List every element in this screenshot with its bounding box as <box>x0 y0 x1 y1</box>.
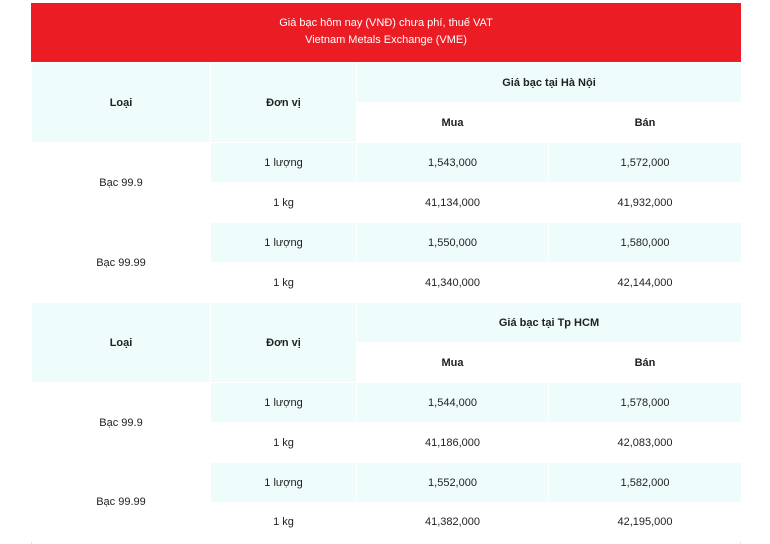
region-header: Giá bạc tại Tp HCM <box>357 303 742 343</box>
table-row <box>32 463 742 503</box>
unit-cell: 1 lượng <box>211 383 357 423</box>
column-header-sell: Bán <box>549 343 742 383</box>
buy-price-cell: 1,543,000 <box>357 143 549 183</box>
column-header-type: Loại <box>32 303 211 383</box>
unit-cell: 1 lượng <box>211 463 357 503</box>
buy-price-cell: 41,340,000 <box>357 263 549 303</box>
buy-price-cell: 1,552,000 <box>357 463 549 503</box>
table-row <box>32 383 742 423</box>
column-header-unit: Đơn vị <box>211 303 357 383</box>
column-header-buy: Mua <box>357 103 549 143</box>
buy-price-cell: 41,134,000 <box>357 183 549 223</box>
buy-price-cell: 41,186,000 <box>357 423 549 463</box>
column-header-buy: Mua <box>357 343 549 383</box>
buy-price-cell: 41,382,000 <box>357 503 549 542</box>
column-header-sell: Bán <box>549 103 742 143</box>
silver-type-cell: Bạc 99.9 <box>32 383 211 463</box>
hcm-price-table <box>31 302 742 542</box>
table-row <box>32 143 742 183</box>
silver-type-cell: Bạc 99.99 <box>32 223 211 303</box>
sell-price-cell: 42,083,000 <box>549 423 742 463</box>
silver-type-cell: Bạc 99.9 <box>32 143 211 223</box>
unit-cell: 1 lượng <box>211 143 357 183</box>
sell-price-cell: 1,580,000 <box>549 223 742 263</box>
sell-price-cell: 42,144,000 <box>549 263 742 303</box>
hanoi-price-table <box>31 62 742 303</box>
sell-price-cell: 1,582,000 <box>549 463 742 503</box>
table-header-row <box>32 303 742 343</box>
column-header-type: Loại <box>32 63 211 143</box>
column-header-unit: Đơn vị <box>211 63 357 143</box>
silver-type-cell: Bạc 99.99 <box>32 463 211 542</box>
buy-price-cell: 1,544,000 <box>357 383 549 423</box>
table-subtitle: Vietnam Metals Exchange (VME) <box>305 34 467 46</box>
unit-cell: 1 kg <box>211 503 357 542</box>
unit-cell: 1 kg <box>211 183 357 223</box>
table-row <box>32 223 742 263</box>
table-title: Giá bạc hôm nay (VNĐ) chưa phí, thuế VAT <box>279 17 493 29</box>
unit-cell: 1 kg <box>211 263 357 303</box>
sell-price-cell: 42,195,000 <box>549 503 742 542</box>
buy-price-cell: 1,550,000 <box>357 223 549 263</box>
region-header: Giá bạc tại Hà Nội <box>357 63 742 103</box>
table-title-banner <box>31 3 741 62</box>
unit-cell: 1 lượng <box>211 223 357 263</box>
unit-cell: 1 kg <box>211 423 357 463</box>
sell-price-cell: 1,578,000 <box>549 383 742 423</box>
sell-price-cell: 41,932,000 <box>549 183 742 223</box>
sell-price-cell: 1,572,000 <box>549 143 742 183</box>
table-header-row <box>32 63 742 103</box>
